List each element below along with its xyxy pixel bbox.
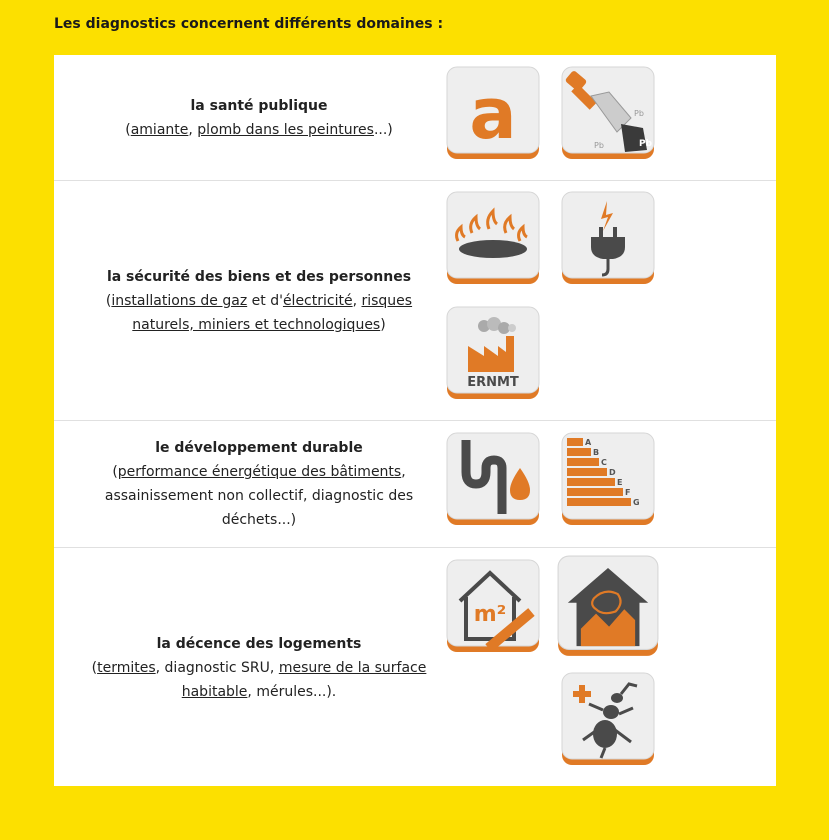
row-title: la sécurité des biens et des personnes [106,269,412,285]
svg-text:E: E [617,478,623,487]
svg-text:D: D [609,468,616,477]
factory-ernmt-icon[interactable] [446,306,540,400]
svg-text:F: F [625,488,631,497]
row-title: la décence des logements [156,636,362,652]
house-merule-icon[interactable] [557,555,659,657]
row-sante-publique [54,55,776,181]
row-title: la santé publique [190,98,328,114]
electric-plug-icon[interactable] [561,191,655,285]
svg-text:A: A [585,438,592,447]
svg-text:B: B [593,448,600,457]
link-surface-habitable[interactable]: mesure de la surface habitable [181,660,427,700]
link-performance-energetique[interactable]: performance énergétique des bâtiments [117,464,402,480]
svg-text:Pb: Pb [594,141,604,150]
sanitation-pipe-icon[interactable] [446,432,540,526]
link-gaz[interactable]: installations de gaz [111,293,248,309]
termite-icon[interactable] [561,672,655,766]
asbestos-a-icon[interactable] [446,66,540,160]
link-plomb[interactable]: plomb dans les peintures [197,122,374,138]
lead-paint-brush-icon[interactable] [561,66,655,160]
row-decence-logements [54,548,776,786]
svg-text:C: C [601,458,607,467]
row-text: la santé publique (amiante, plomb dans les peintures...) [74,94,444,142]
diagnostics-panel [54,55,776,786]
row-text: la décence des logements (termites, diagnostic SRU, mesure de la surface habitable, mérules...). [74,632,444,704]
intro-heading: Les diagnostics concernent différents domaines : [54,16,444,32]
gas-burner-icon[interactable] [446,191,540,285]
row-title: le développement durable [155,440,363,456]
link-risques[interactable]: risques naturels, miniers et technologiques [132,293,413,333]
link-electricite[interactable]: électricité [282,293,353,309]
svg-text:Pb: Pb [634,109,644,118]
link-amiante[interactable]: amiante [130,122,189,138]
row-securite [54,180,776,421]
house-surface-m2-icon[interactable] [446,559,540,653]
svg-text:G: G [633,498,640,507]
svg-text:ERNMT: ERNMT [467,375,519,390]
svg-text:a: a [469,73,517,155]
energy-rating-icon[interactable] [561,432,655,526]
svg-text:m²: m² [473,602,507,627]
row-developpement-durable [54,421,776,548]
row-text: la sécurité des biens et des personnes (installations de gaz et d'électricité, risques naturels, miniers et technologiques) [74,265,444,337]
link-termites[interactable]: termites [97,660,156,676]
svg-text:Pb: Pb [639,139,653,149]
row-text: le développement durable (performance énergétique des bâtiments, assainissement non collectif, diagnostic des déchets...) [74,436,444,532]
